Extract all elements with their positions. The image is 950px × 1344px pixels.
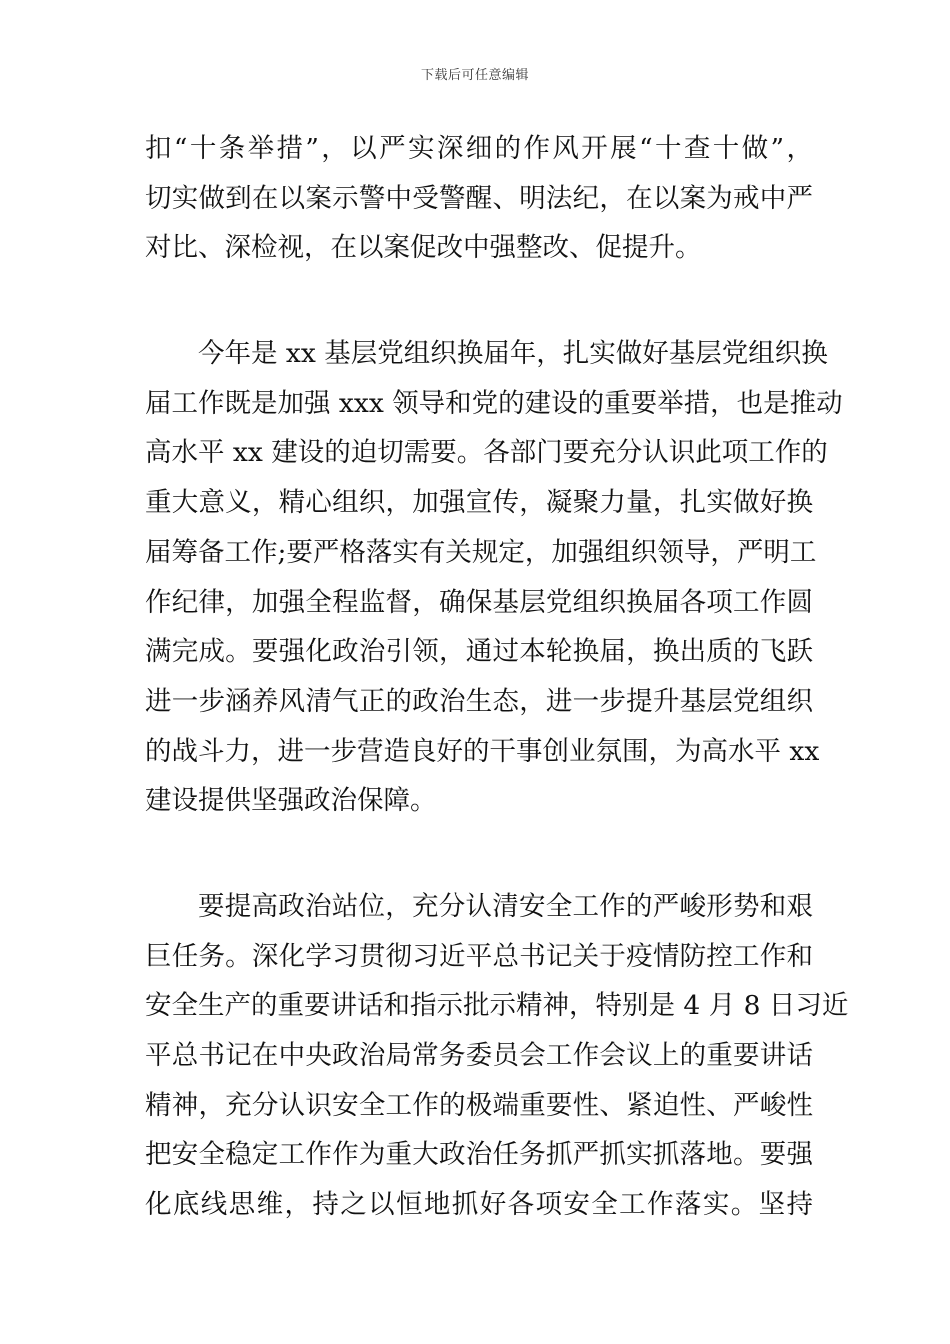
text-line: 把安全稳定工作作为重大政治任务抓严抓实抓落地。要强 (145, 1139, 813, 1171)
text-line: 安全生产的重要讲话和指示批示精神，特别是 4 月 8 日习近 (145, 990, 849, 1022)
text-line: 扣“十条举措”，以严实深细的作风开展“十查十做”， (145, 133, 813, 164)
text-line: 建设提供坚强政治保障。 (145, 785, 437, 817)
document-body (145, 124, 849, 1286)
text-line: 作纪律，加强全程监督，确保基层党组织换届各项工作圆 (145, 586, 813, 618)
text-line: 对比、深检视，在以案促改中强整改、促提升。 (145, 232, 702, 264)
paragraph (145, 329, 843, 826)
text-line: 重大意义，精心组织，加强宣传，凝聚力量，扎实做好换 (145, 487, 813, 519)
text-line: 今年是 xx 基层党组织换届年，扎实做好基层党组织换 (198, 338, 828, 370)
text-line: 进一步涵养风清气正的政治生态，进一步提升基层党组织 (145, 685, 813, 717)
page-header: 下载后可任意编辑 (420, 68, 529, 83)
text-line: 平总书记在中央政治局常务委员会工作会议上的重要讲话 (145, 1040, 813, 1071)
text-line: 满完成。要强化政治引领，通过本轮换届，换出质的飞跃 (145, 636, 813, 668)
text-line: 届工作既是加强 xxx 领导和党的建设的重要举措，也是推动 (145, 387, 843, 419)
text-line: 要提高政治站位，充分认清安全工作的严峻形势和艰 (198, 890, 813, 922)
text-line: 精神，充分认识安全工作的极端重要性、紧迫性、严峻性 (145, 1089, 813, 1121)
text-line: 的战斗力，进一步营造良好的干事创业氛围，为高水平 xx (145, 735, 820, 767)
paragraph (145, 882, 849, 1230)
text-line: 化底线思维，持之以恒地抓好各项安全工作落实。坚持 (145, 1189, 813, 1221)
text-line: 巨任务。深化学习贯彻习近平总书记关于疫情防控工作和 (145, 940, 813, 972)
text-line: 高水平 xx 建设的迫切需要。各部门要充分认识此项工作的 (145, 437, 828, 469)
paragraph (145, 124, 813, 273)
text-line: 届筹备工作;要严格落实有关规定，加强组织领导，严明工 (145, 536, 817, 568)
text-line: 切实做到在以案示警中受警醒、明法纪，在以案为戒中严 (145, 182, 813, 214)
